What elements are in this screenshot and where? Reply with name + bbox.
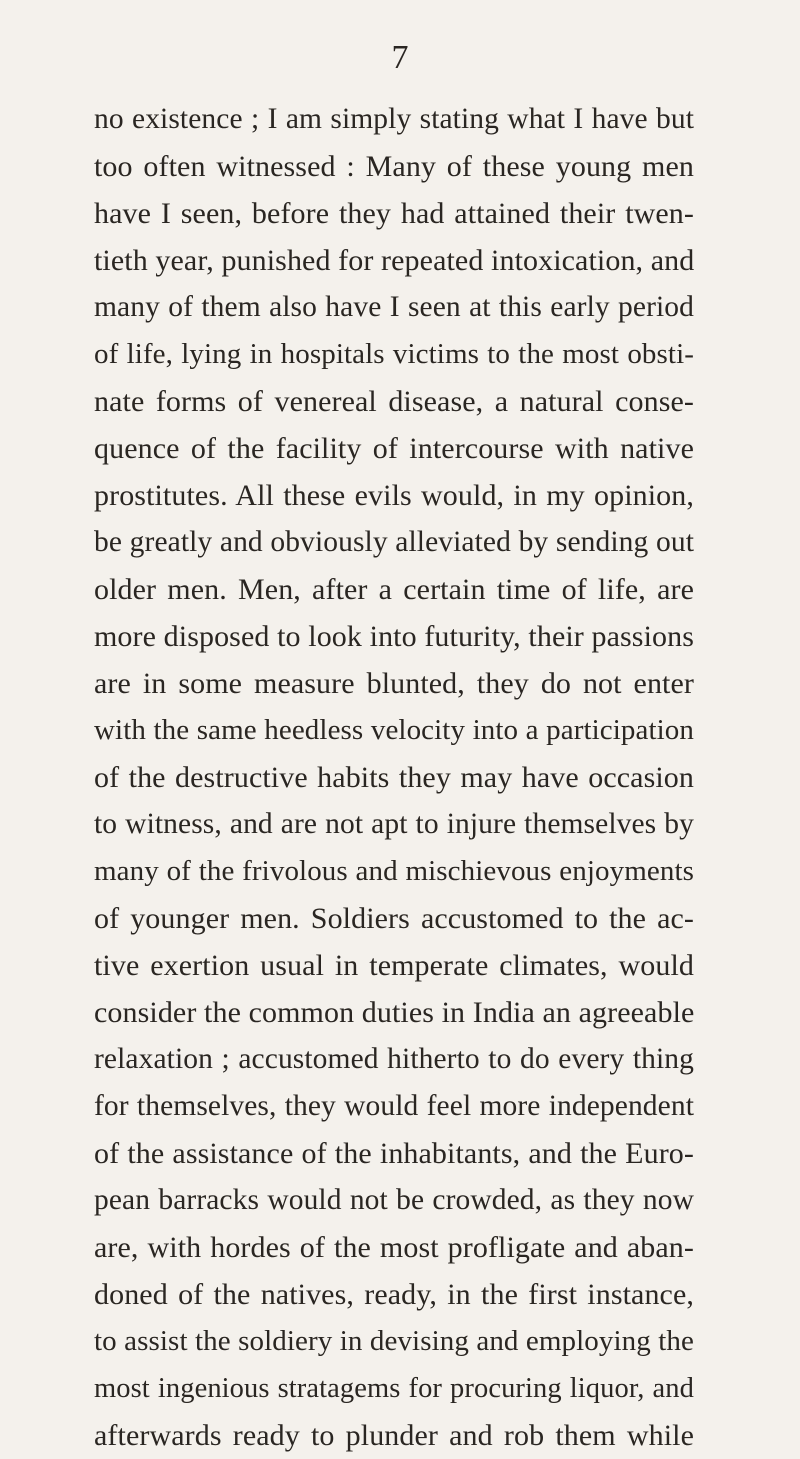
text-line: are, with hordes of the most profligate and aban- bbox=[94, 1231, 694, 1264]
text-line: older men. Men, after a certain time of life, are bbox=[94, 573, 694, 606]
text-line: be greatly and obviously alleviated by sending out bbox=[94, 526, 694, 558]
text-line: relaxation ; accustomed hitherto to do every thing bbox=[94, 1043, 694, 1075]
text-line: nate forms of venereal disease, a natural conse- bbox=[94, 385, 694, 418]
text-line: tieth year, punished for repeated intoxication, and bbox=[94, 244, 695, 277]
text-line: of younger men. Soldiers accustomed to the ac- bbox=[94, 902, 694, 935]
text-line: many of the frivolous and mischievous enjoyments bbox=[94, 855, 694, 887]
text-line: have I seen, before they had attained their twen- bbox=[94, 197, 694, 230]
text-line: of the assistance of the inhabitants, and the Euro- bbox=[94, 1137, 694, 1170]
text-line: consider the common duties in India an agreeable bbox=[94, 996, 695, 1029]
text-line: more disposed to look into futurity, their passions bbox=[94, 620, 694, 653]
text-line: tive exertion usual in temperate climates, would bbox=[94, 949, 694, 982]
text-line: are in some measure blunted, they do not enter bbox=[94, 667, 694, 700]
text-line: of the destructive habits they may have occasion bbox=[94, 761, 694, 794]
text-line: no existence ; I am simply stating what I have but bbox=[94, 103, 694, 135]
body-text bbox=[94, 96, 694, 1459]
text-line: too often witnessed : Many of these young men bbox=[94, 150, 694, 183]
text-line: doned of the natives, ready, in the first instance, bbox=[94, 1278, 694, 1311]
text-line: of life, lying in hospitals victims to the most obsti- bbox=[94, 338, 694, 370]
text-line: to witness, and are not apt to injure themselves by bbox=[94, 808, 694, 840]
text-line: to assist the soldiery in devising and employing the bbox=[94, 1325, 694, 1357]
text-line: many of them also have I seen at this early period bbox=[94, 291, 694, 323]
text-line: prostitutes. All these evils would, in my opinion, bbox=[94, 479, 694, 512]
page-number: 7 bbox=[391, 39, 409, 76]
text-line: most ingenious stratagems for procuring liquor, and bbox=[94, 1373, 694, 1404]
text-line: afterwards ready to plunder and rob them while bbox=[94, 1419, 694, 1452]
text-line: pean barracks would not be crowded, as they now bbox=[94, 1184, 694, 1216]
text-line: for themselves, they would feel more independent bbox=[94, 1090, 694, 1122]
text-line: quence of the facility of intercourse with native bbox=[94, 432, 694, 465]
text-line: with the same heedless velocity into a participation bbox=[94, 714, 694, 746]
